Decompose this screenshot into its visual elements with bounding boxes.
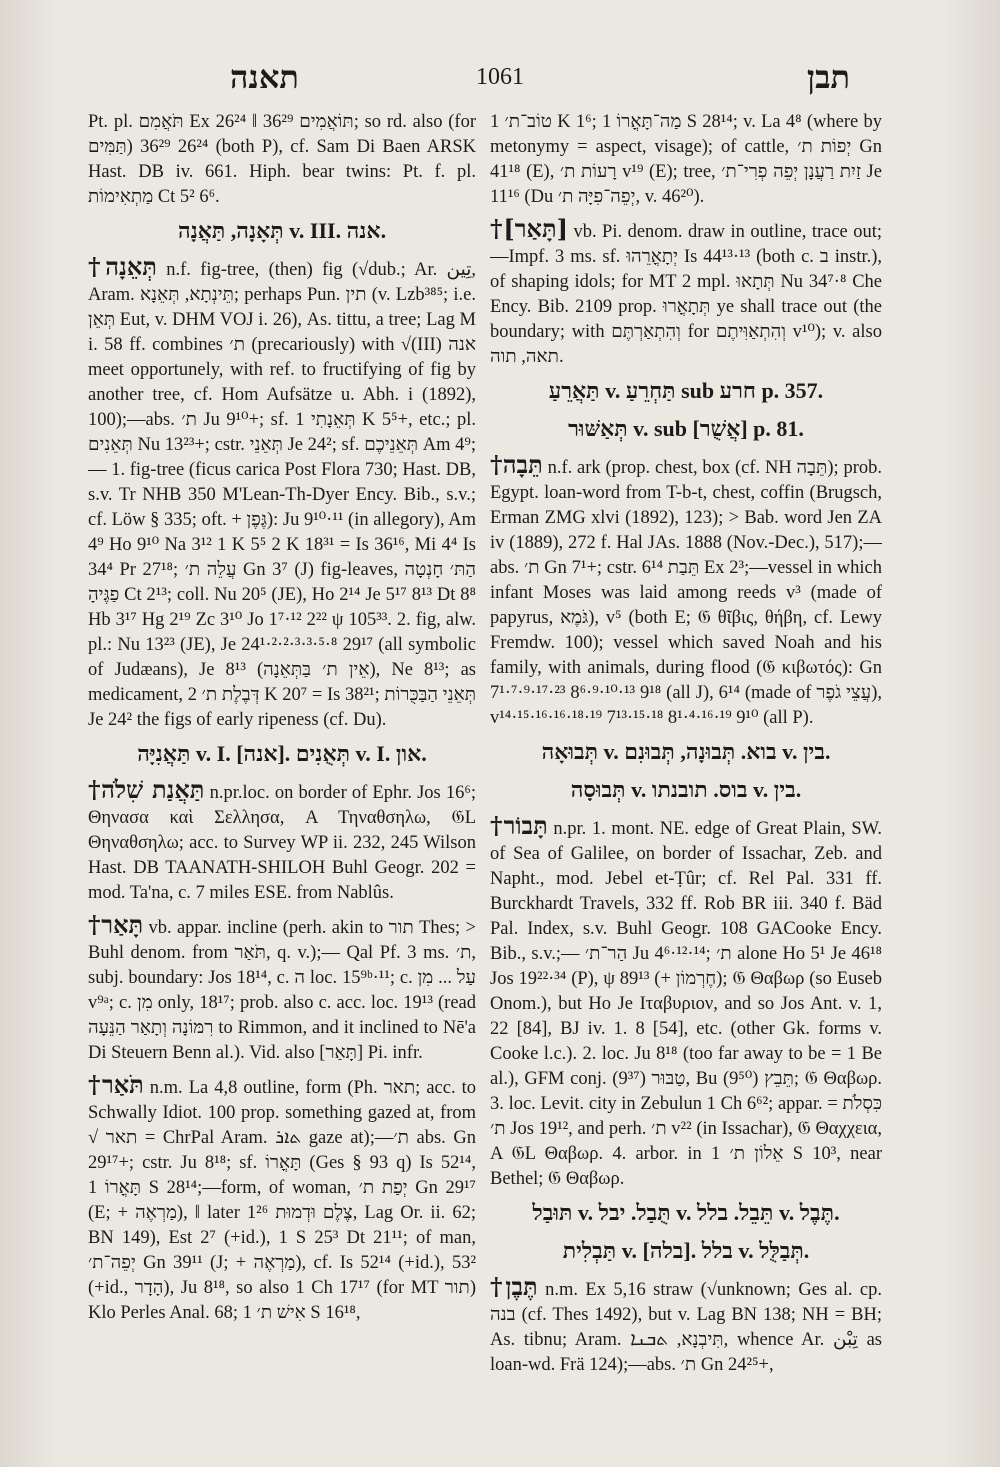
- entry-fig-tree: [88, 254, 476, 733]
- page-number: 1061: [476, 64, 524, 90]
- running-header: [110, 58, 890, 108]
- cross-reference-line: תַּאֲנִיָּה v. I. [אנה]. תְּאֻנִים v. I. און.: [137, 741, 427, 766]
- cross-reference-line: תְּבוּאָה v. בוא. תְּבוּנָה, תְּבוּנִם v. בין.: [541, 739, 831, 764]
- entry-toar-noun: [88, 1072, 476, 1326]
- entry-body: n.f. ark (prop. chest, box (cf. NH תֵּבָה); prob. Egypt. loan-word from T-b-t, chest, coffin (Brugsch, Erman ZMG xlvi (1892), 123); > Bab. word Jen ZA iv (1889), 272 f. Hal JAs. 1888 (Nov.-Dec.), 517);— abs. ת׳ Gn 7¹+; cstr. תֵּבַת 6¹⁴ Ex 2³;—vessel in which infant Moses was laid among reeds v³ (made of papyrus, גֹּמֶא), v⁵ (both E; 𝔊 θῖβις, θήβη, cf. Lewy Fremdw. 100); vessel which saved Noah and his family, with animals, during flood (𝔊 κιβωτός): Gn 7¹·⁷·⁹·¹⁷·²³ 8⁶·⁹·¹⁰·¹³ 9¹⁸ (all J), 6¹⁴ (made of עֲצֵי גֹפֶר), v¹⁴·¹⁵·¹⁶·¹⁶·¹⁸·¹⁹ 7¹³·¹⁵·¹⁸ 8¹·⁴·¹⁶·¹⁹ 9¹⁰ (all P).: [490, 458, 882, 728]
- cross-reference-line: תְּאָנָה, תַּאֲנָה v. III. אנה.: [177, 218, 387, 243]
- entry-continuation-twins: Pt. pl. תֹּאֲמִם Ex 26²⁴ ‖ תּוֹאֲמִים 36²⁹; so rd. also (for תַּמִּים) 26²⁴ 36²⁹ (both P), cf. Sam Di Baen ARSK Hast. DB iv. 661. Hiph. bear twins: Pt. f. pl. מַתְאִימוֹת Ct 5² 6⁶.: [88, 112, 476, 207]
- entry-taar-piel: [490, 216, 882, 370]
- cross-reference-line: תַּבְלִית v. [בלה]. בלל v. תְּבַלֻּל.: [562, 1238, 810, 1263]
- cross-reference-line: תּוּבַל v. תֻּבַל. יבל v. תֵּבֵל. בלל v. תֶּבֶל.: [532, 1200, 840, 1225]
- headword: †תֶּבֶן: [490, 1272, 538, 1301]
- entry-body: n.m. Ex 5,16 straw (√unknown; Ges al. cp. בנה (cf. Thes 1492), but v. Lag BN 138; NH = BH; As. tibnu; Aram. תִּיבְנָא, ܬܒܢܐ, whence Ar. تِبْن as loan-wd. Frä 124);—abs. ת׳ Gn 24²⁵+,: [490, 1280, 882, 1375]
- cross-reference-line: תְּאַשּׁוּר v. sub [אֲשֻׁר] p. 81.: [568, 416, 804, 441]
- entry-teben-straw: [490, 1274, 882, 1378]
- entry-body: vb. Pi. denom. draw in outline, trace out;—Impf. 3 ms. sf. יְתָאֳרֵהוּ Is 44¹³·¹³ (both c. ב instr.), of shaping idols; for MT 2 mpl. תְּתָאוּ Nu 34⁷·⁸ Che Ency. Bib. 2109 prop. תְּתָאֳרוּ ye shall trace out (the boundary; with וְהִתְאַרְתֶּם for וְהִתְאַוִּיתֶם v¹⁰); v. also תאה, תוה.: [490, 222, 882, 367]
- left-running-head: תאנה: [230, 58, 299, 96]
- headword: †תֹּאַר: [88, 1070, 144, 1099]
- entry-body: n.pr.loc. on border of Ephr. Jos 16⁶; Θηνασα καὶ Σελλησα, A Τηναθσηλω, 𝔊L Θηναθσηλω; acc. to Survey WP ii. 232, 245 Wilson Hast. DB TAANATH-SHILOH Buhl Geogr. 202 = mod. Ta'na, c. 7 miles ESE. from Nablûs.: [88, 783, 476, 903]
- right-running-head: תבן: [806, 58, 850, 96]
- entry-body: n.pr. 1. mont. NE. edge of Great Plain, SW. of Sea of Galilee, on border of Issachar, Zeb. and Napht., mod. Jebel et-Ṭûr; cf. Rel Pal. 331 ff. Burckhardt Travels, 332 ff. Rob BR iii. 340 f. Bäd Pal. Index, s.v. Buhl Geogr. 108 GACooke Ency. Bib., s.v.;— הַר־ת׳ Ju 4⁶·¹²·¹⁴; ת׳ alone Ho 5¹ Je 46¹⁸ Jos 19²²·³⁴ (P), ψ 89¹³ (+ חֶרְמוֹן); 𝔊 Θαβωρ (so Euseb Onom.), but Ho Je Ιταβυριον, and so Jos Ant. v. 1, 22 [84], BJ iv. 1. 8 [54], etc. (other Gk. forms v. Cooke l.c.). 2. loc. Ju 8¹⁸ (too far away to be = 1 Be al.), GFM conj. טַבּוּר (9³⁷), Bu תֵּבֵץ (9⁵⁰); 𝔊 Θαβωρ. 3. loc. Levit. city in Zebulun 1 Ch 6⁶²; appar. = כִּסְלֹת ת׳ Jos 19¹², and perh. ת׳ v²² (in Issachar), 𝔊 Θαχχεια, A 𝔊L Θαβωρ. 4. arbor. in אֵלוֹן ת׳ 1 S 10³, near Bethel; 𝔊 Θαβωρ.: [490, 819, 882, 1189]
- entry-continuation-toar: טוֹב־ת׳ 1 K 1⁶; מַה־תָּאֳרוֹ 1 S 28¹⁴; v. La 4⁸ (where by metonymy = aspect, visage); of cattle, יְפוֹת ת׳ Gn 41¹⁸ (E), רָעוֹת ת׳ v¹⁹ (E); tree, זַיִת רַעֲנָן יְפֵה פְרִי־ת׳ Je 11¹⁶ (Du יְפֵה־פִיָּה ת׳, v. 46²⁰).: [490, 112, 882, 207]
- entry-taanath-shiloh: [88, 777, 476, 906]
- headword: †תָּבוֹר: [490, 811, 548, 840]
- entry-body: n.f. fig-tree, (then) fig (√dub.; Ar. تِين, Aram. תֵּינְתָא, תְּאֵנָא; perhaps Pun. תין (v. Lzb³⁸⁵; i.e. תְּאֵן Eut, v. DHM VOJ i. 26), As. tittu, a tree; Lag M i. 58 ff. combines ת׳ (precariously) with √(III) אנה meet opportunely, with ref. to fructifying of fig by another tree, cf. Hom Aufsätze u. Abh. i (1892), 100);—abs. ת׳ Ju 9¹⁰+; sf. תְּאֵנָתִי 1 K 5⁵+, etc.; pl. תְּאֵנִים Nu 13²³+; cstr. תְּאֵנֵי Je 24²; sf. תְּאֵנֵיכֶם Am 4⁹;— 1. fig-tree (ficus carica Post Flora 730; Hast. DB, s.v. Tr NHB 350 M'Lean-Th-Dyer Ency. Bib., s.v.; cf. Löw § 335; oft. + גֶּפֶן): Ju 9¹⁰·¹¹ (in allegory), Am 4⁹ Ho 9¹⁰ Na 3¹² 1 K 5⁵ 2 K 18³¹ = Is 36¹⁶, Mi 4⁴ Is 34⁴ Pr 27¹⁸; עֲלֵה ת׳ Gn 3⁷ (J) fig-leaves, הַתּ׳ חָנְטָה פַגֶּיהָ Ct 2¹³; coll. Nu 20⁵ (JE), Ho 2¹⁴ Je 5¹⁷ 8¹³ Dt 8⁸ Hb 3¹⁷ Hg 2¹⁹ Zc 3¹⁰ Jo 1⁷·¹² 2²² ψ 105³³. 2. fig, alw. pl.: Nu 13²³ (JE), Je 24¹·²·²·³·³·⁵·⁸ 29¹⁷ (all symbolic of Judæans), Je 8¹³ (אֵין ת׳ בַּתְּאֵנָה), Ne 8¹³; as medicament, דְּבֶלֶת ת׳ 2 K 20⁷ = Is 38²¹; תְּאֵנֵי הַבַּכֻּרוֹת Je 24² the figs of early ripeness (cf. Du).: [88, 260, 476, 730]
- headword: †תַּאֲנַת שִׁלֹה: [88, 775, 205, 804]
- entry-tabor: [490, 813, 882, 1192]
- entry-body: vb. appar. incline (perh. akin to תור Thes; > Buhl denom. from תֹּאַר, q. v.);— Qal Pf. 3 ms. ת׳, subj. boundary: Jos 18¹⁴, c. ה loc. 15⁹ᵇ·¹¹; c. עַל ... מִן v⁹ᵃ; c. מִן only, 18¹⁷; prob. also c. acc. loc. 19¹³ (read רִמּוֹנָה וְתָאַר הַנֵּעָה to Rimmon, and it inclined to Nē'a Di Steuern Benn al.). Vid. also [תָּאַר] Pi. infr.: [88, 918, 476, 1063]
- entry-body: n.m. La 4,8 outline, form (Ph. תאר; acc. to Schwally Idiot. 100 prop. something gazed at, from √ תאר = ChrPal Aram. ܬܐܪ gaze at);—ת׳ abs. Gn 29¹⁷+; cstr. Ju 8¹⁸; sf. תָּאֳרוֹ (Ges § 93 q) Is 52¹⁴, תָּאֳרוֹ 1 S 28¹⁴;—form, of woman, יְפַת ת׳ Gn 29¹⁷ (E; + מַרְאֶה), ‖ later צֶלֶם וּדְמוּת 1²⁶, Lag Or. ii. 62; BN 149), Est 2⁷ (+id.), 1 S 25³ Dt 21¹¹; of man, יְפֵה־ת׳ Gn 39¹¹ (J; + מַרְאֶה), cf. Is 52¹⁴ (+id.), 53² (+id., הָדָר), Ju 8¹⁸, so also 1 Ch 17¹⁷ (for MT תור) Klo Perles Anal. 68; אִישׁ ת׳ 1 S 16¹⁸,: [88, 1078, 476, 1323]
- left-column: [88, 110, 476, 1450]
- column-gutter: [481, 110, 482, 1430]
- headword: †[תָּאַר]: [490, 214, 568, 243]
- entry-tebah-ark: [490, 452, 882, 731]
- headword: †תֵּבָה: [490, 450, 543, 479]
- cross-reference-line: תְּבוּסָה v. בוס. תובנתו v. בין.: [570, 777, 802, 802]
- headword: †תְּאֵנָה: [88, 252, 157, 281]
- headword: †תָּאַר: [88, 910, 144, 939]
- entry-taar-verb: [88, 912, 476, 1066]
- cross-reference-line: תַּאֲרֵעַ v. תַּחְרֵעַ sub חרע p. 357.: [548, 378, 824, 403]
- right-column: [490, 110, 882, 1450]
